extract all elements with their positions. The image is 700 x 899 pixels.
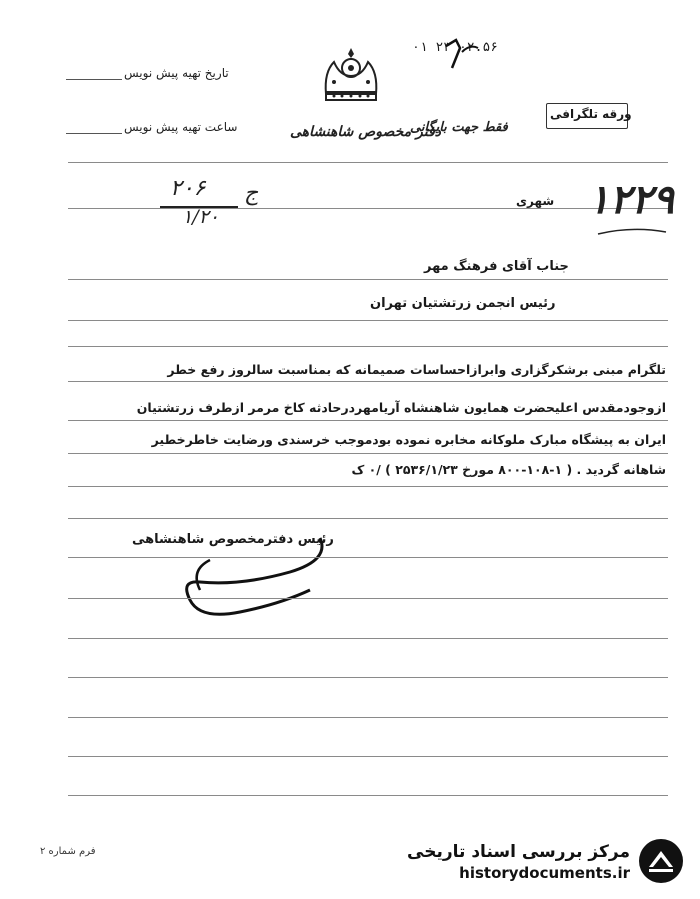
imperial-crown-emblem — [318, 42, 384, 108]
body-line-4: شاهانه گردید . ( ۱-۱۰۸-۸۰۰ مورخ ۲۵۳۶/۱/۲۳ ) /۰ ک — [351, 462, 666, 477]
date-stamp-scribble — [440, 38, 490, 72]
watermark-url: historydocuments.ir — [459, 864, 630, 882]
form-type-label: ورقه تلگرافی — [550, 107, 632, 121]
body-rule-3 — [68, 420, 668, 421]
body-rule-4 — [68, 453, 668, 454]
recipient-name: جناب آقای فرهنگ مهر — [424, 259, 569, 274]
lower-rule-3 — [68, 638, 668, 639]
serial-number: ۱۲۲۹ — [588, 176, 674, 223]
form-number: فرم شماره ۲ — [40, 846, 96, 857]
body-line-2: ازوجودمقدس اعلیحضرت همایون شاهنشاه آریامهردرحادثه کاخ مرمر ازطرف زرتشتیان — [136, 400, 666, 415]
body-line-3: ایران به پیشگاه مبارک ملوکانه مخابره نموده بودموجب خرسندی ورضایت خاطرخطیر — [151, 432, 666, 447]
lower-rule-1 — [68, 557, 668, 558]
date-stamp: ۰۱ ۲۳ ۰۲.۵۶ — [412, 40, 499, 55]
serial-underline — [596, 224, 668, 240]
header-rule-1 — [68, 162, 668, 163]
ref-letter: ج — [244, 181, 259, 206]
prepared-date-line — [66, 79, 122, 80]
ref-number-top: ۲۰۶ — [170, 176, 206, 201]
body-rule-5 — [68, 486, 668, 487]
watermark-title: مرکز بررسی اسناد تاریخی — [407, 842, 630, 862]
ref-number-bottom: ۱/۲۰ — [182, 206, 220, 228]
signature-title: رئیس دفترمخصوص شاهنشاهی — [132, 532, 334, 547]
recipient-title: رئیس انجمن زرتشتیان تهران — [370, 296, 556, 311]
office-name: دفتر مخصوص شاهنشاهی — [290, 124, 441, 140]
lower-rule-6 — [68, 756, 668, 757]
recipient-rule-2 — [68, 320, 668, 321]
body-line-1: تلگرام مبنی برشکرگزاری وابرازاحساسات صمیمانه که بمناسبت سالروز رفع خطر — [167, 362, 666, 377]
body-rule-2 — [68, 381, 668, 382]
header-rule-2 — [68, 208, 668, 209]
office-handwritten-note: فقط جهت بایگانی — [410, 120, 508, 135]
watermark-logo-icon — [637, 837, 685, 885]
recipient-rule-1 — [68, 279, 668, 280]
prepared-date-label: تاریخ تهیه پیش نویس — [124, 66, 229, 80]
lower-rule-5 — [68, 717, 668, 718]
lower-rule-4 — [68, 677, 668, 678]
body-rule-1 — [68, 346, 668, 347]
lower-rule-7 — [68, 795, 668, 796]
prepared-time-label: ساعت تهیه پیش نویس — [124, 120, 238, 134]
handwritten-signature — [170, 520, 340, 630]
prepared-time-line — [66, 133, 122, 134]
body-rule-6 — [68, 518, 668, 519]
city-label: شهری — [516, 194, 555, 208]
lower-rule-2 — [68, 598, 668, 599]
